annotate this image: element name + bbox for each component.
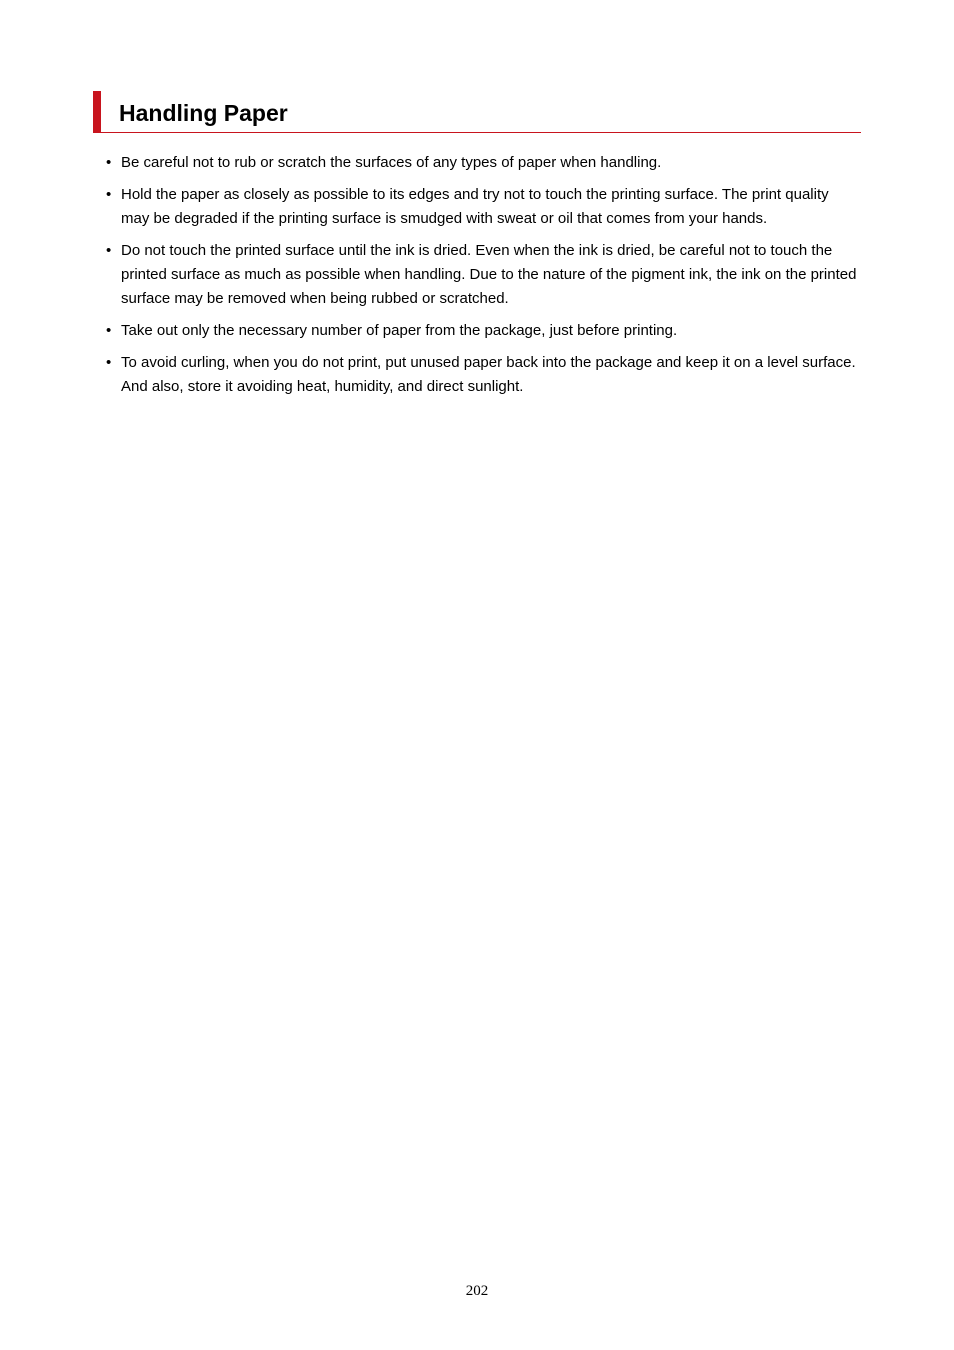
- list-item-text: Take out only the necessary number of paper from the package, just before printing.: [121, 322, 678, 339]
- list-item: [103, 239, 861, 311]
- list-item-text: Hold the paper as closely as possible to its edges and try not to touch the printing surface. The print quality may be degraded if the printing surface is smudged with sweat or oil that comes from your hands.: [121, 186, 829, 227]
- list-item: [103, 319, 861, 343]
- page-title: Handling Paper: [119, 100, 288, 126]
- bullet-icon: •: [106, 322, 112, 339]
- list-item-text: Be careful not to rub or scratch the surfaces of any types of paper when handling.: [121, 154, 662, 171]
- heading-accent-bar: [93, 91, 101, 133]
- list-item: [103, 151, 861, 175]
- page-number: 202: [465, 1283, 489, 1299]
- bullet-list: [103, 151, 861, 407]
- bullet-icon: •: [106, 186, 112, 203]
- list-item: [103, 183, 861, 231]
- bullet-icon: •: [106, 354, 112, 371]
- bullet-icon: •: [106, 242, 112, 259]
- list-item-text: To avoid curling, when you do not print, put unused paper back into the package and keep it on a level surface. And also, store it avoiding heat, humidity, and direct sunlight.: [121, 354, 856, 395]
- bullet-icon: •: [106, 154, 112, 171]
- section-heading: [93, 91, 861, 133]
- list-item-text: Do not touch the printed surface until the ink is dried. Even when the ink is dried, be careful not to touch the printed surface as much as possible when handling. Due to the nature of the pigment ink, the ink on the printed surface may be removed when being rubbed or scratched.: [121, 242, 857, 307]
- list-item: [103, 351, 861, 399]
